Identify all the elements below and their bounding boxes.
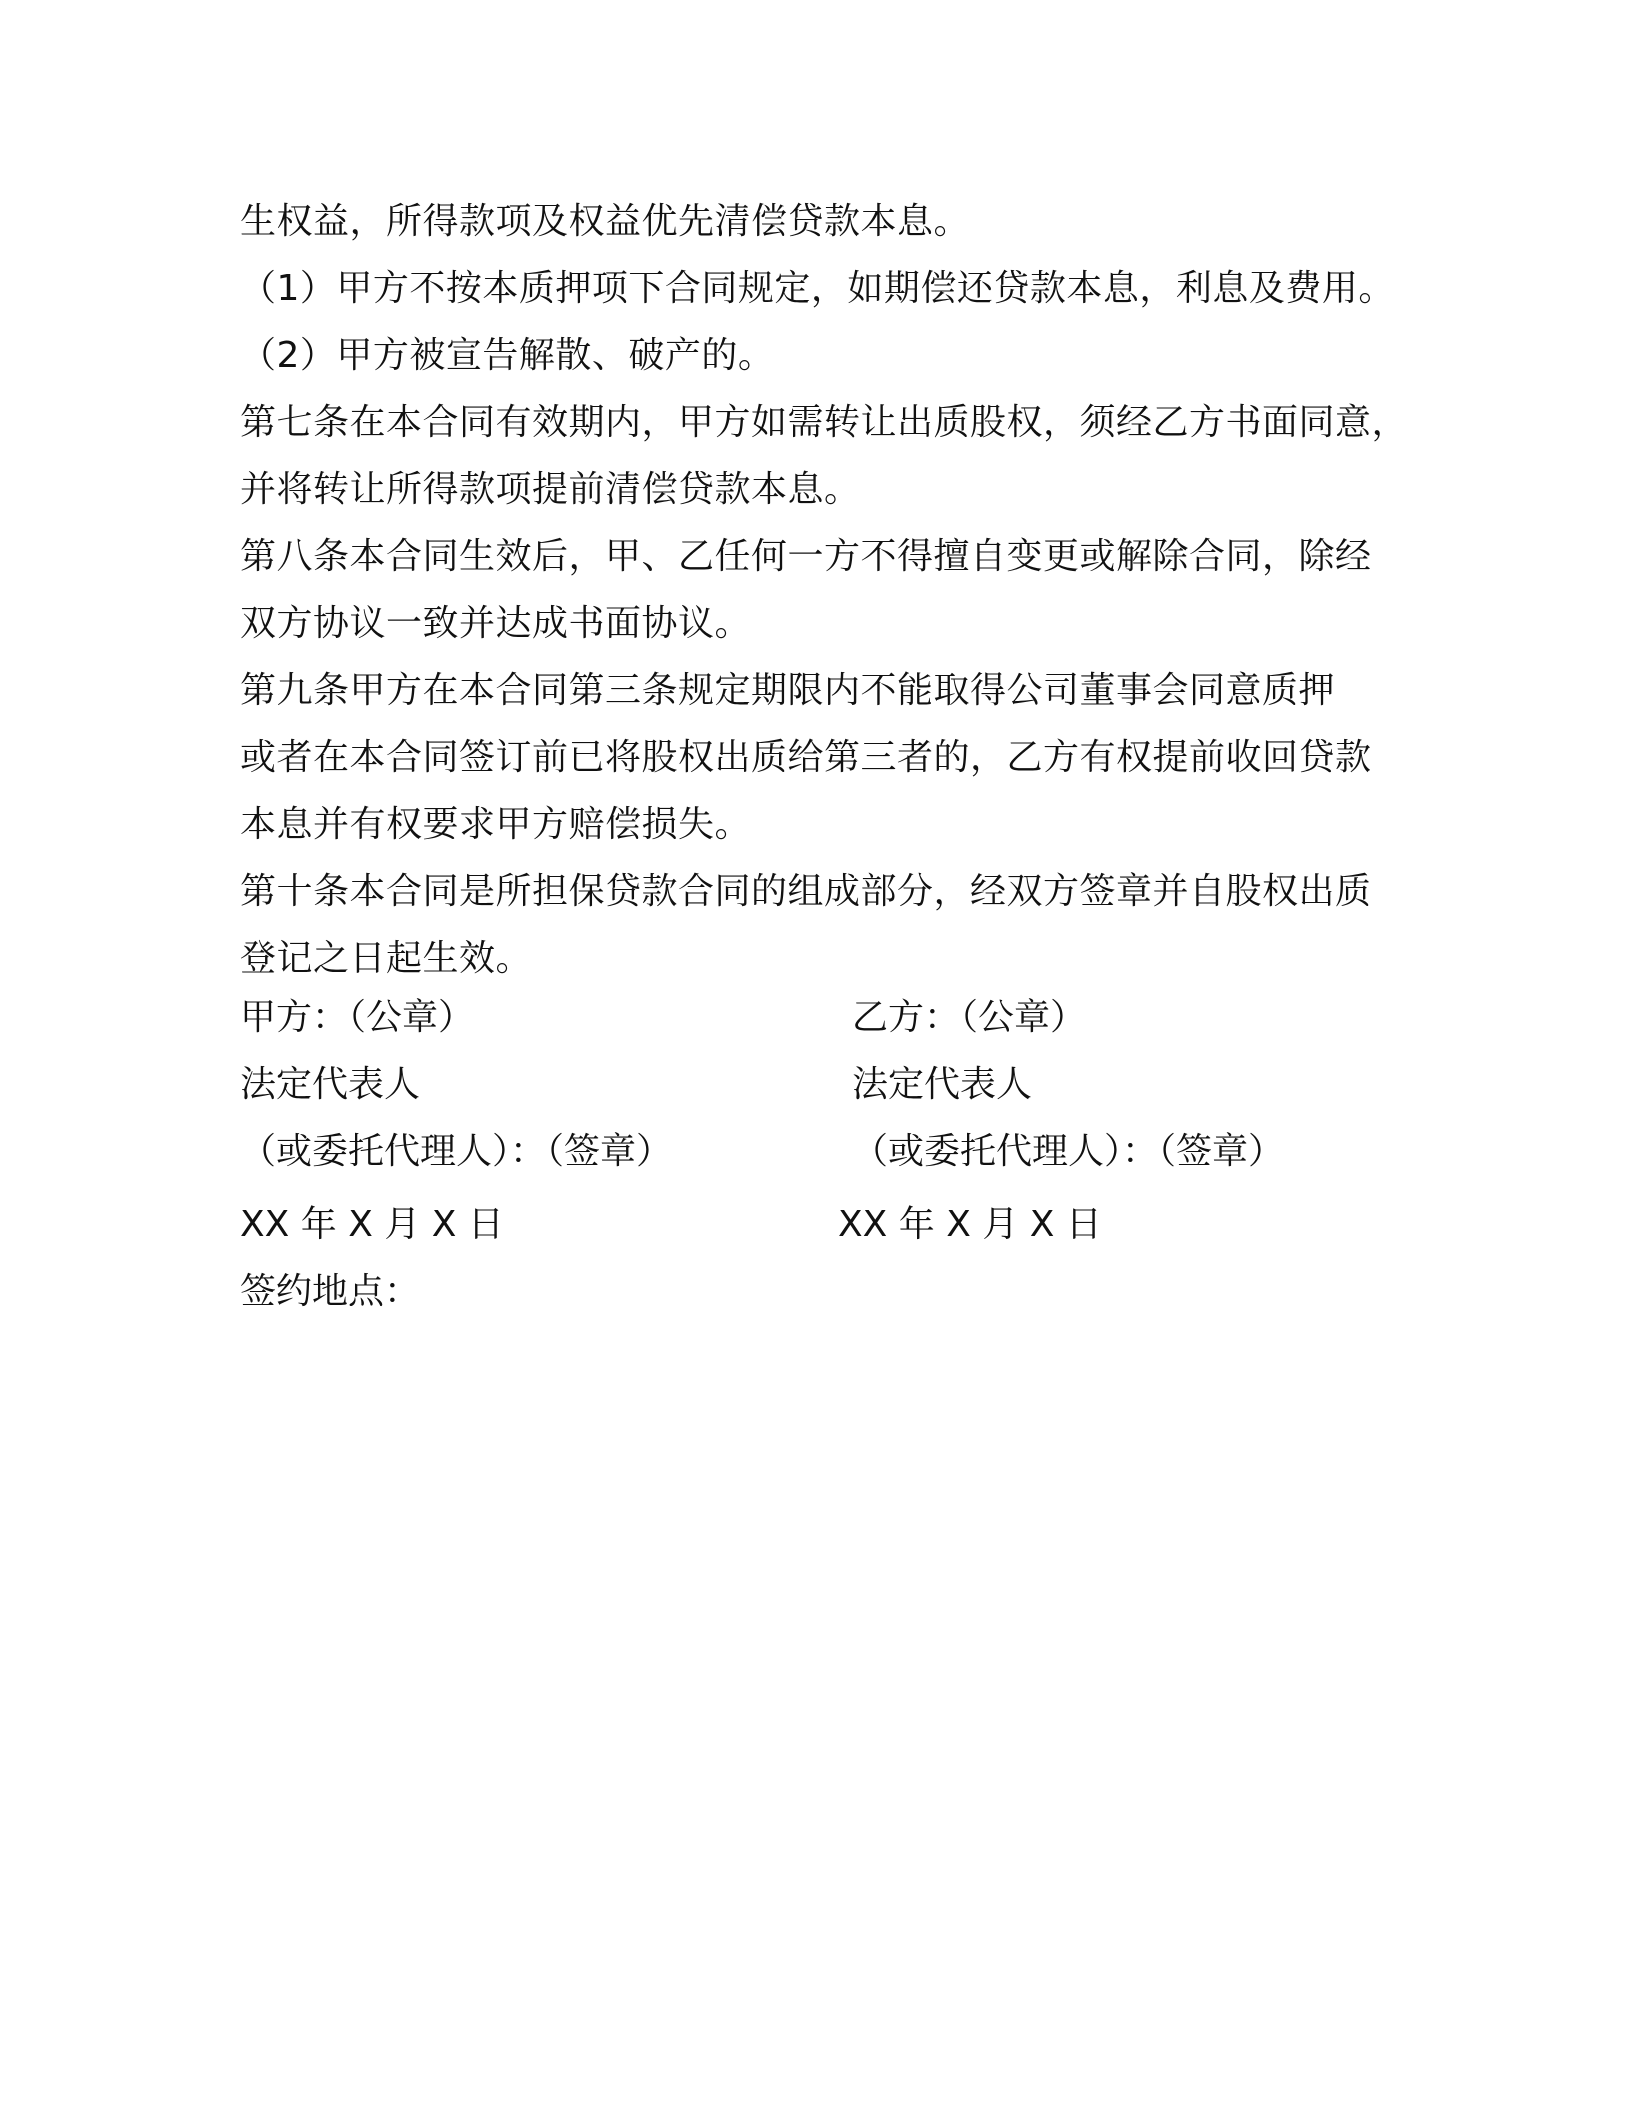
paragraph-line: （2）甲方被宣告解散、破产的。 — [240, 335, 775, 376]
paragraph-line: 生权益，所得款项及权益优先清偿贷款本息。 — [240, 201, 971, 242]
party-a-seal: 甲方：（公章） — [240, 997, 475, 1038]
party-a-date: XX 年 X 月 X 日 — [240, 1204, 504, 1245]
signing-place-label: 签约地点： — [240, 1271, 421, 1312]
party-a-agent: （或委托代理人）：（签章） — [240, 1131, 673, 1172]
paragraph-line: （1）甲方不按本质押项下合同规定，如期偿还贷款本息，利息及费用。 — [240, 268, 1395, 309]
paragraph-line: 第九条甲方在本合同第三条规定期限内不能取得公司董事会同意质押 — [240, 670, 1336, 711]
party-b-date: XX 年 X 月 X 日 — [838, 1204, 1102, 1245]
paragraph-line: 本息并有权要求甲方赔偿损失。 — [240, 804, 752, 845]
paragraph-line: 或者在本合同签订前已将股权出质给第三者的，乙方有权提前收回贷款 — [240, 737, 1372, 778]
party-b-seal: 乙方：（公章） — [852, 997, 1087, 1038]
paragraph-line: 第八条本合同生效后，甲、乙任何一方不得擅自变更或解除合同，除经 — [240, 536, 1372, 577]
paragraph-line: 第十条本合同是所担保贷款合同的组成部分，经双方签章并自股权出质 — [240, 871, 1372, 912]
contract-body — [240, 188, 1409, 992]
paragraph-line: 第七条在本合同有效期内，甲方如需转让出质股权，须经乙方书面同意， — [240, 402, 1409, 443]
paragraph-line: 登记之日起生效。 — [240, 938, 533, 979]
party-b-agent: （或委托代理人）：（签章） — [852, 1131, 1285, 1172]
paragraph-line: 双方协议一致并达成书面协议。 — [240, 603, 752, 644]
party-b-rep: 法定代表人 — [852, 1064, 1033, 1105]
paragraph-line: 并将转让所得款项提前清偿贷款本息。 — [240, 469, 861, 510]
party-a-rep: 法定代表人 — [240, 1064, 421, 1105]
